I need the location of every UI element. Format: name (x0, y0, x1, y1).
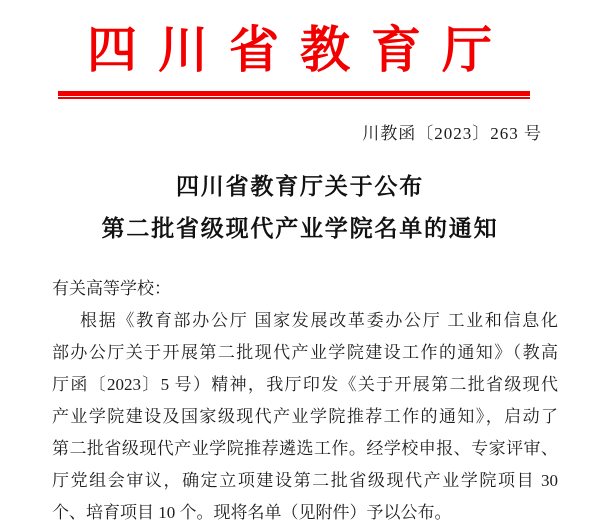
letterhead-org-name: 四川省教育厅 (87, 22, 513, 78)
document-number: 川教函〔2023〕263 号 (362, 124, 542, 143)
document-body (52, 273, 558, 529)
body-line: 第二批省级现代产业学院推荐遴选工作。经学校申报、专家评审、 (52, 439, 558, 458)
title-line-2: 第二批省级现代产业学院名单的通知 (101, 216, 499, 241)
body-line: 个、培育项目 10 个。现将名单（见附件）予以公布。 (52, 503, 452, 522)
letterhead-divider (58, 91, 530, 99)
body-line: 部办公厅关于开展第二批现代产业学院建设工作的通知》（教高 (52, 343, 558, 362)
salutation: 有关高等学校： (52, 279, 171, 298)
body-line: 厅党组会审议，确定立项建设第二批省级现代产业学院项目 30 (52, 471, 558, 490)
body-line: 厅函〔2023〕5 号）精神，我厅印发《关于开展第二批省级现代 (52, 375, 558, 394)
body-line: 产业学院建设及国家级现代产业学院推荐工作的通知》，启动了 (52, 407, 558, 426)
document-title (0, 166, 600, 250)
title-line-1: 四川省教育厅关于公布 (176, 174, 424, 199)
body-line: 根据《教育部办公厅 国家发展改革委办公厅 工业和信息化 (80, 311, 558, 330)
